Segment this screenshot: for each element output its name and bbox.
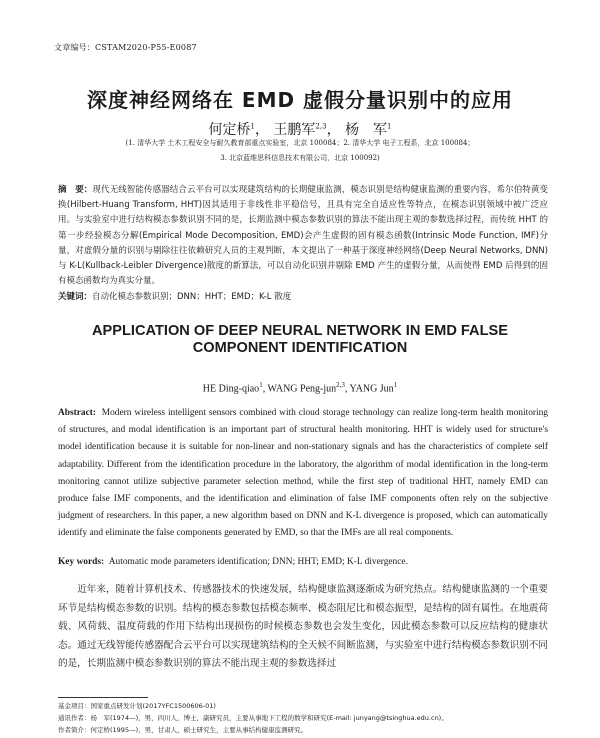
author-affil-sup: 1 bbox=[387, 122, 392, 131]
footnote-divider bbox=[58, 697, 148, 698]
authors-chinese: 何定桥$^1$， 王鹏军$^{2,3}$， 杨 军$^1$ bbox=[208, 122, 392, 138]
body-paragraph: 近年来，随着计算机技术、传感器技术的快速发展，结构健康监测逐渐成为研究热点。结构健康监测的一个重要环节是结构模态参数的识别。结构的模态参数包括模态频率、模态阻尼比和模态振型，是结构的固有属性。在地震荷载、风荷载、温度荷载的作用下结构出现损伤的时候模态参数也会发生变化，因此模态参数可以反应结构的健康状态。通过无线智能传感器配合云平台可以实现建筑结构的全天候不间断监测，与实验室中进行结构模态参数识别不同的是，长期监测中模态参数识别的算法不能出现主观的参数选择过 bbox=[58, 584, 548, 670]
author-name: WANG Peng-jun bbox=[267, 383, 337, 395]
author-name: 王鹏军 bbox=[273, 122, 316, 138]
keywords-text: Automatic mode parameters identification; DNN; HHT; EMD; K-L divergence. bbox=[108, 557, 408, 567]
footnote-fund: 基金项目：国家重点研发计划(2017YFC1500606-01) bbox=[58, 702, 216, 710]
author-affil-sup: 2,3 bbox=[336, 381, 345, 389]
keywords-text: 自动化模态参数识别；DNN；HHT；EMD；K-L 散度 bbox=[92, 292, 292, 302]
abstract-label: 摘 要： bbox=[58, 185, 93, 195]
footnote-author: 通讯作者：杨 军(1974—)，男，四川人，博士，副研究员，主要从事地下工程的数学和研究(E-mail: junyang@tsinghua.edu.cn)。 bbox=[58, 714, 448, 722]
footnote-author: 作者简介：何定桥(1995—)，男，甘肃人，硕士研究生，主要从事结构健康监测研究。 bbox=[58, 726, 308, 734]
abstract-chinese bbox=[58, 183, 548, 289]
affiliation-line: (1. 清华大学 土木工程安全与耐久教育部重点实验室，北京 100084；2. 清华大学 电子工程系，北京 100084； bbox=[125, 139, 475, 147]
keywords-chinese bbox=[58, 290, 548, 302]
affiliation-line: 3. 北京蓝维思科信息技术有限公司，北京 100092) bbox=[220, 154, 380, 162]
author-name: 杨 军 bbox=[345, 122, 388, 138]
authors-english: HE Ding-qiao$^1$, WANG Peng-jun$^{2,3}$, YANG Jun$^1$ bbox=[202, 381, 398, 395]
abstract-text: 现代无线智能传感器结合云平台可以实现建筑结构的长期健康监测，模态识别是结构健康监测的重要内容，希尔伯特黄变换(Hilbert-Huang Transform, HHT)因其适用于非线性非平稳信号，且具有完全自适应性等特点，在模态识别领域中被广泛应用。与实验室中进行结构模态参数识别不同的是，长期监测中模态参数识别的算法不能出现主观的参数选择过程，而传统 HHT 的第一步经验模态分解(Empirical Mode Decomposition, EMD)会产生虚假的固有模态函数(Intrinsic Mode Function, IMF)分量，对虚假分量的识别与剔除往往依赖研究人员的主观判断，本文提出了一种基于深度神经网络(Deep Neural Networks, DNN)与 K-L(Kullback-Leibler Divergence)散度的新算法，可以自动化识别并剔除 EMD 产生的虚假分量，从而使得 EMD 后得到的固有模态函数均为真实分量。 bbox=[58, 185, 548, 287]
keywords-label: 关键词： bbox=[58, 292, 93, 302]
abstract-english bbox=[58, 405, 548, 543]
keywords-english bbox=[58, 557, 548, 567]
title-line: COMPONENT IDENTIFICATION bbox=[192, 340, 408, 356]
author-affil-sup: 1 bbox=[250, 122, 255, 131]
abstract-text: Modern wireless intelligent sensors combined with cloud storage technology can realize long-term health monitoring of structures, and modal identification is an important part of structural health monitoring. HHT is widely used for structure's model identification because it is suitable for non-linear and non-stationary signals and has the characteristics of complete self adaptability. Different from the identification procedure in the laboratory, the algorithm of modal identification in the long-term monitoring cannot utilize subjective parameter selection method, while the first step of traditional HHT, namely EMD can produce false IMF components, and the identification and elimination of false IMF components often rely on the subjective judgment of researchers. In this paper, a new algorithm based on DNN and K-L divergence is proposed, which can automatically identify and eliminate the false components generated by EMD, so that the IMFs are all real components. bbox=[58, 408, 548, 539]
author-name: YANG Jun bbox=[349, 383, 394, 395]
author-affil-sup: 2,3 bbox=[315, 122, 327, 131]
document-number: 文章编号：CSTAM2020-P55-E0087 bbox=[54, 43, 197, 52]
author-affil-sup: 1 bbox=[259, 381, 263, 389]
author-name: 何定桥 bbox=[208, 122, 251, 138]
title-chinese: 深度神经网络在 EMD 虚假分量识别中的应用 bbox=[86, 88, 514, 112]
keywords-label: Key words: bbox=[58, 557, 105, 567]
abstract-label: Abstract: bbox=[58, 408, 97, 418]
author-affil-sup: 1 bbox=[393, 381, 398, 389]
footnotes bbox=[58, 700, 558, 736]
title-english bbox=[0, 323, 600, 357]
title-line: APPLICATION OF DEEP NEURAL NETWORK IN EMD FALSE bbox=[92, 323, 508, 339]
author-name: HE Ding-qiao bbox=[202, 383, 260, 395]
